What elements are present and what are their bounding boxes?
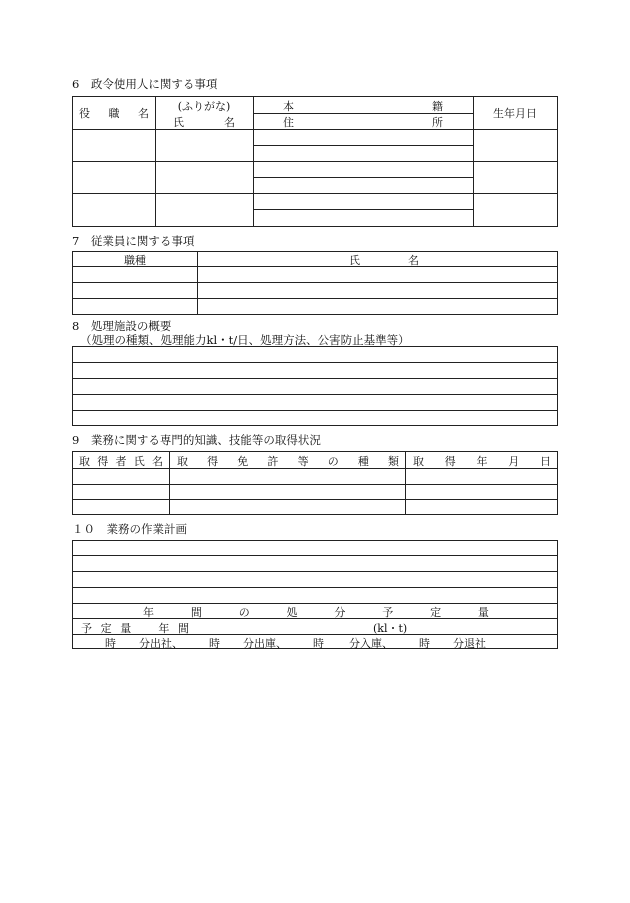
col-name-header: 氏 名 — [173, 116, 235, 129]
unit-label: (kl・t) — [373, 622, 408, 635]
col-date-header: 取 得 年 月 日 — [413, 455, 551, 468]
col-role-header: 役 職 名 — [79, 107, 149, 120]
col-name-header: 氏 名 — [349, 254, 419, 267]
col-license-header: 取 得 免 許 等 の 種 類 — [177, 455, 399, 468]
section-8-table — [72, 346, 558, 426]
col-address-header: 住 所 — [283, 116, 443, 129]
col-furigana-header: (ふりがな) — [177, 100, 231, 113]
section-7-table — [72, 251, 558, 315]
col-honseki-header: 本 籍 — [283, 100, 443, 113]
annual-disposal-label: 年 間 の 処 分 予 定 量 — [143, 606, 489, 619]
col-type-header: 職種 — [124, 254, 146, 267]
planned-amount-label: 予 定 量 年 間 — [81, 622, 189, 635]
col-holder-header: 取 得 者 氏 名 — [79, 455, 163, 468]
section-8-subheading: （処理の種類、処理能力kl・t/日、処理方法、公害防止基準等） — [80, 333, 410, 347]
section-9-heading: 9 業務に関する専門的知識、技能等の取得状況 — [72, 433, 321, 447]
section-10-table: 年 間 の 処 分 予 定 量 予 定 量 年 間 (kl・t) 時 分出社、 時 分出庫、 時 分入庫、 時 分退社 — [72, 540, 558, 649]
section-6-table — [72, 96, 558, 227]
section-7-heading: 7 従業員に関する事項 — [72, 234, 195, 248]
section-6-heading: 6 政令使用人に関する事項 — [72, 77, 218, 91]
col-birth-header: 生年月日 — [493, 107, 537, 120]
section-10-heading: １０ 業務の作業計画 — [72, 522, 187, 536]
section-9-table — [72, 451, 558, 515]
section-8-heading: 8 処理施設の概要 — [72, 319, 172, 333]
